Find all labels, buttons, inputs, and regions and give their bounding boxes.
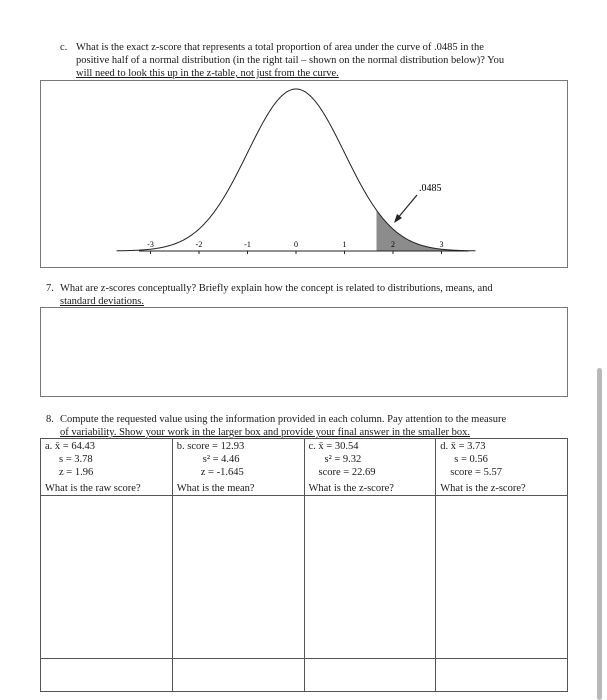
column-c-given: c. x̄ = 30.54 s² = 9.32 score = 22.69 What is the z-score? xyxy=(304,439,436,496)
question-7-label: 7. xyxy=(46,283,54,294)
question-8-line-2: of variability. Show your work in the larger box and provide your final answer in the smaller box. xyxy=(60,427,470,438)
question-7-answer-box[interactable] xyxy=(40,307,568,397)
area-label: .0485 xyxy=(419,183,442,194)
question-8-label: 8. xyxy=(46,414,54,425)
column-b-work-box[interactable] xyxy=(172,496,304,659)
column-d-work-box[interactable] xyxy=(436,496,568,659)
question-7-line-2: standard deviations. xyxy=(60,296,144,307)
question-7 xyxy=(46,282,566,308)
column-a-given: a. x̄ = 64.43 s = 3.78 z = 1.96 What is the raw score? xyxy=(41,439,173,496)
final-answer-row xyxy=(41,659,568,692)
normal-curve-box xyxy=(40,80,568,268)
column-a-work-box[interactable] xyxy=(41,496,173,659)
x-tick-label: 2 xyxy=(391,240,395,249)
question-8-line-1: Compute the requested value using the information provided in each column. Pay attention to the measure xyxy=(60,414,507,425)
column-d-final-answer-box[interactable] xyxy=(436,659,568,692)
column-b-given: b. score = 12.93 s² = 4.46 z = -1.645 What is the mean? xyxy=(172,439,304,496)
x-tick-label: -1 xyxy=(244,240,251,249)
question-8 xyxy=(46,413,566,439)
question-7-line-1: What are z-scores conceptually? Briefly explain how the concept is related to distributions, means, and xyxy=(60,283,493,294)
question-c-line-3: will need to look this up in the z-table, not just from the curve. xyxy=(76,68,339,79)
question-c-line-2: positive half of a normal distribution (in the right tail – shown on the normal distribution below)? You xyxy=(76,55,505,66)
vertical-scrollbar[interactable] xyxy=(597,368,602,700)
computation-table xyxy=(40,438,568,692)
x-tick-label: 0 xyxy=(294,240,298,249)
work-row xyxy=(41,496,568,659)
column-a-final-answer-box[interactable] xyxy=(41,659,173,692)
question-c xyxy=(60,41,570,80)
column-b-final-answer-box[interactable] xyxy=(172,659,304,692)
area-arrow xyxy=(397,195,417,219)
column-d-given: d. x̄ = 3.73 s = 0.56 score = 5.57 What is the z-score? xyxy=(436,439,568,496)
question-c-line-1: What is the exact z-score that represents a total proportion of area under the curve of .0485 in the xyxy=(76,42,484,53)
column-c-work-box[interactable] xyxy=(304,496,436,659)
x-tick-label: -3 xyxy=(147,240,154,249)
given-values-row xyxy=(41,439,568,496)
x-tick-label: -2 xyxy=(195,240,203,249)
normal-curve xyxy=(117,89,476,251)
question-c-label: c. xyxy=(60,42,68,53)
column-c-final-answer-box[interactable] xyxy=(304,659,436,692)
normal-curve-figure xyxy=(41,81,569,269)
x-tick-label: 1 xyxy=(342,240,347,249)
x-tick-label: 3 xyxy=(439,240,444,249)
